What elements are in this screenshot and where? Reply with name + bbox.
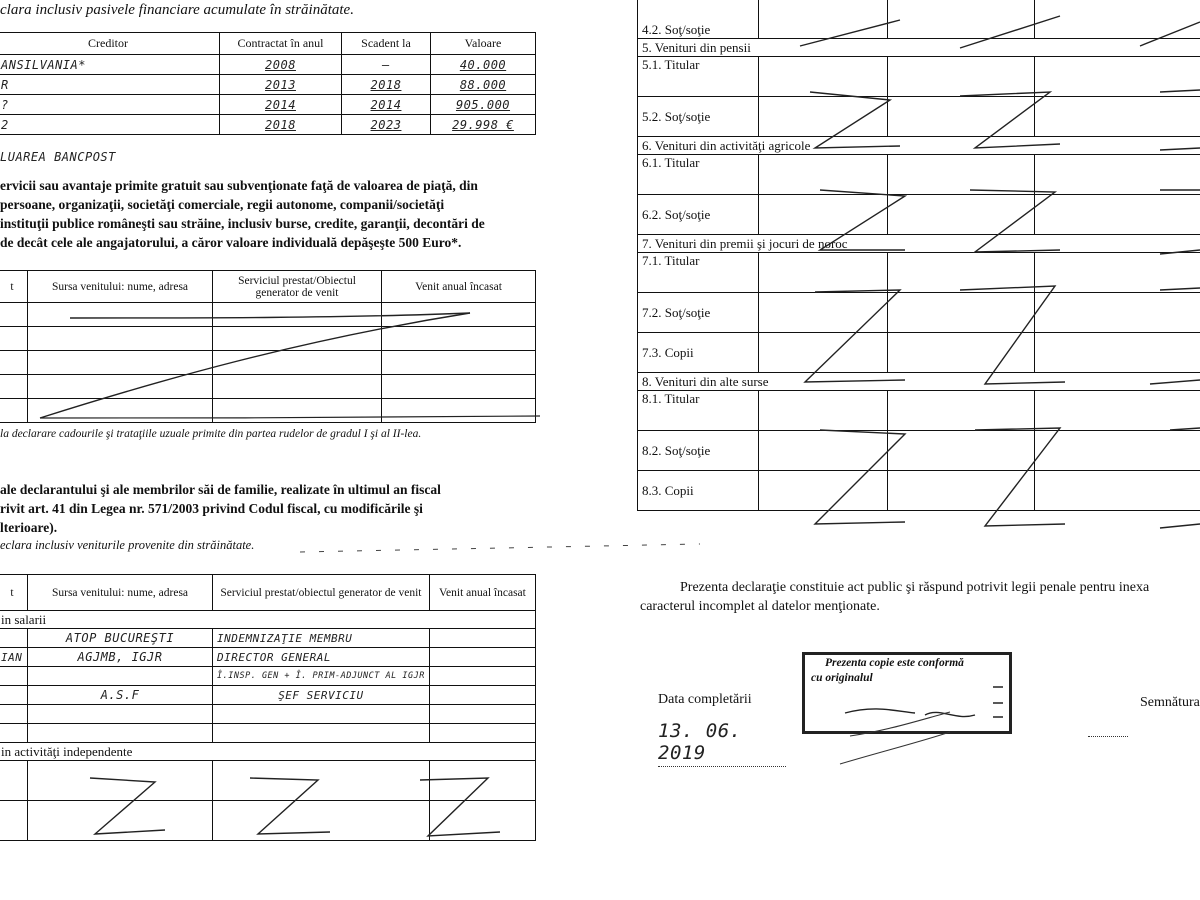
col-income: Venit anual încasat <box>429 575 535 611</box>
service-cell: ŞEF SERVICIU <box>213 686 430 705</box>
creditor-cell: ? <box>0 95 220 115</box>
row-8-3-label: 8.3. Copii <box>638 471 759 511</box>
row-6-2-label: 6.2. Soţ/soţie <box>638 195 759 235</box>
col-service: Serviciul prestat/Obiectul generator de venit <box>213 271 382 303</box>
signature-label: Semnătura <box>1140 695 1200 710</box>
section-5-line: instituţii publice româneşti sau străine, inclusiv burse, credite, garanţii, decontări de <box>0 216 485 231</box>
col-income: Venit anual încasat <box>382 271 536 303</box>
income-note: eclara inclusiv veniturile provenite din străinătate. <box>0 538 255 552</box>
row-5-2-label: 5.2. Soţ/soţie <box>638 97 759 137</box>
handwritten-footnote: LUAREA BANCPOST <box>0 150 116 164</box>
service-cell: Î.INSP. GEN + Î. PRIM-ADJUNCT AL IGJR <box>213 667 430 686</box>
creditor-cell: R <box>0 75 220 95</box>
source-cell: ATOP BUCUREŞTI <box>28 629 213 648</box>
stamp-line-2: cu originalul <box>811 672 873 684</box>
section-7-title: 7. Venituri din premii şi jocuri de noroc <box>638 235 1200 253</box>
due-cell: 2014 <box>342 95 431 115</box>
col-value: Valoare <box>431 33 536 55</box>
section-5-line: de decât cele ale angajatorului, a căror valoare individuală depăşeşte 500 Euro*. <box>0 235 462 250</box>
date-value: 13. 06. 2019 <box>658 720 786 767</box>
salary-section-title: in salarii <box>0 611 536 629</box>
service-cell: DIRECTOR GENERAL <box>213 648 430 667</box>
col-creditor: Creditor <box>0 33 220 55</box>
col-service: Serviciul prestat/obiectul generator de venit <box>213 575 430 611</box>
section-5-line: ervicii sau avantaje primite gratuit sau subvenţionate faţă de valoarea de piaţă, din <box>0 178 478 193</box>
section-6-line: lterioare). <box>0 520 58 535</box>
row-7-2-label: 7.2. Soţ/soţie <box>638 293 759 333</box>
benefits-note: la declarare cadourile şi trataţiile uzuale primite din partea rudelor de gradul I şi al II-lea. <box>0 428 422 440</box>
source-cell: AGJMB, IGJR <box>28 648 213 667</box>
independent-section-title: in activităţi independente <box>0 743 536 761</box>
value-cell: 29.998 € <box>431 115 536 135</box>
creditor-cell: 2 <box>0 115 220 135</box>
section-6-title: 6. Venituri din activităţi agricole <box>638 137 1200 155</box>
year-cell: 2014 <box>220 95 342 115</box>
source-cell: A.S.F <box>28 686 213 705</box>
who-cell: IAN <box>0 648 28 667</box>
value-cell: 40.000 <box>431 55 536 75</box>
col-source: Sursa venitului: nume, adresa <box>28 575 213 611</box>
value-cell: 88.000 <box>431 75 536 95</box>
date-label: Data completării <box>658 692 752 707</box>
col-due: Scadent la <box>342 33 431 55</box>
row-4-2-label: 4.2. Soţ/soţie <box>638 0 759 39</box>
section-5-title: 5. Venituri din pensii <box>638 39 1200 57</box>
row-8-1-label: 8.1. Titular <box>638 391 759 431</box>
year-cell: 2018 <box>220 115 342 135</box>
due-cell: 2018 <box>342 75 431 95</box>
section-5-line: persoane, organizaţii, societăţi comerciale, regii autonome, companii/societăţi <box>0 197 445 212</box>
creditor-cell: ANSILVANIA* <box>0 55 220 75</box>
section-6-line: rivit art. 41 din Legea nr. 571/2003 privind Codul fiscal, cu modificările şi <box>0 501 423 516</box>
row-7-1-label: 7.1. Titular <box>638 253 759 293</box>
public-statement-line-2: caracterul incomplet al datelor menţionate. <box>640 599 880 614</box>
row-8-2-label: 8.2. Soţ/soţie <box>638 431 759 471</box>
service-cell: INDEMNIZAŢIE MEMBRU <box>213 629 430 648</box>
col-contracted: Contractat în anul <box>220 33 342 55</box>
section-6-line: ale declarantului şi ale membrilor săi de familie, realizate în ultimul an fiscal <box>0 482 441 497</box>
year-cell: 2013 <box>220 75 342 95</box>
liabilities-note: clara inclusiv pasivele financiare acumulate în străinătate. <box>0 2 354 18</box>
due-cell: — <box>342 55 431 75</box>
col-who: t <box>0 271 28 303</box>
row-5-1-label: 5.1. Titular <box>638 57 759 97</box>
section-8-title: 8. Venituri din alte surse <box>638 373 1200 391</box>
row-7-3-label: 7.3. Copii <box>638 333 759 373</box>
public-statement-line-1: Prezenta declaraţie constituie act public şi răspund potrivit legii penale pentru inexa <box>680 580 1150 595</box>
row-6-1-label: 6.1. Titular <box>638 155 759 195</box>
year-cell: 2008 <box>220 55 342 75</box>
value-cell: 905.000 <box>431 95 536 115</box>
due-cell: 2023 <box>342 115 431 135</box>
col-who: t <box>0 575 28 611</box>
stamp-line-1: Prezenta copie este conformă <box>825 657 964 669</box>
col-source: Sursa venitului: nume, adresa <box>28 271 213 303</box>
